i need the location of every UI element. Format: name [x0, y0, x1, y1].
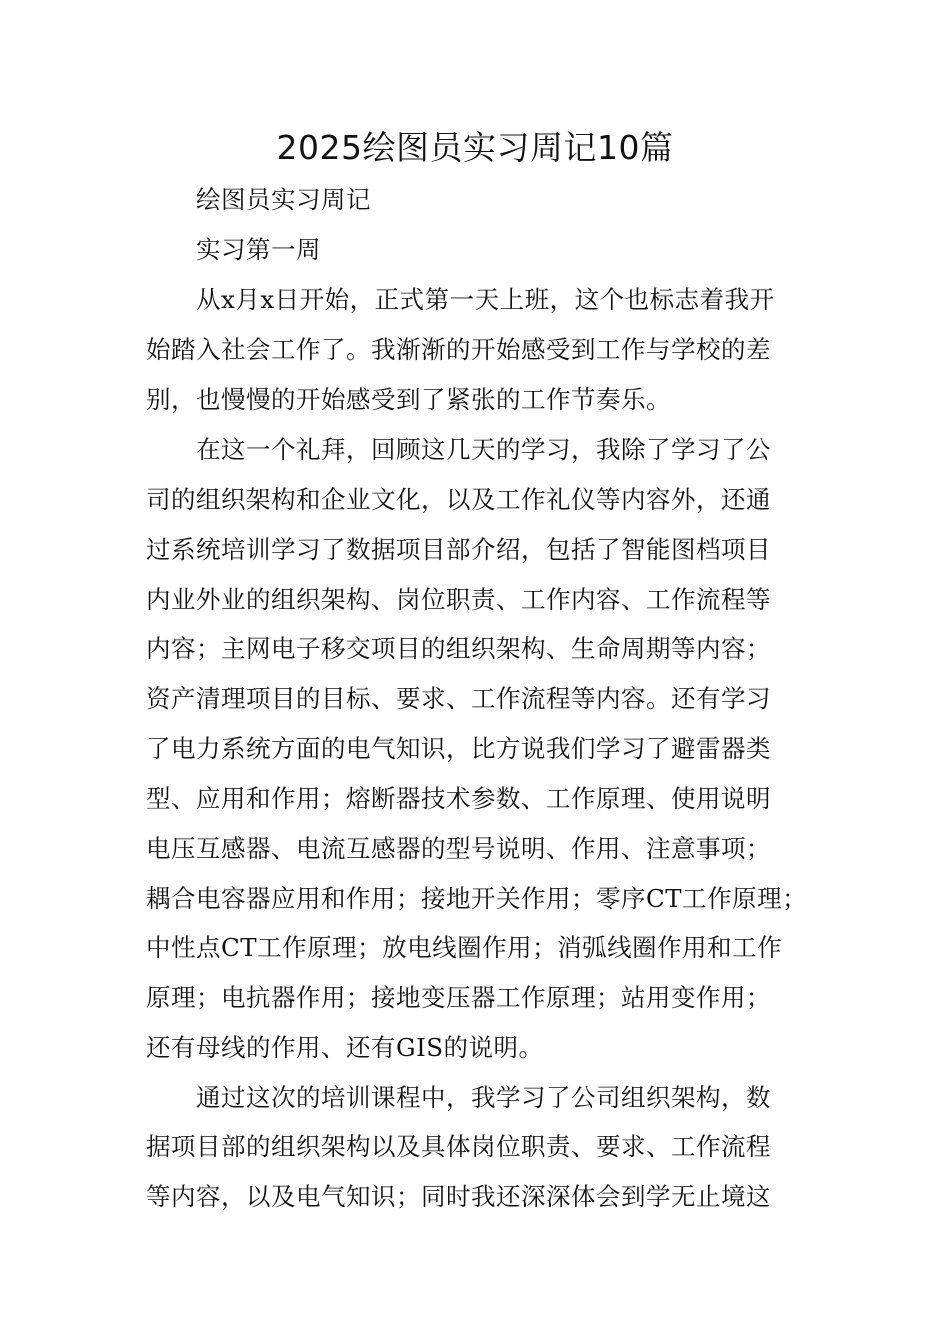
paragraph-line: 过系统培训学习了数据项目部介绍，包括了智能图档项目 — [146, 535, 771, 564]
paragraph-line: 内容；主网电子移交项目的组织架构、生命周期等内容； — [146, 634, 771, 663]
paragraph-line: 了电力系统方面的电气知识，比方说我们学习了避雷器类 — [146, 734, 771, 763]
paragraph-line: 原理；电抗器作用；接地变压器工作原理；站用变作用； — [146, 983, 771, 1012]
subsection-heading: 实习第一周 — [196, 235, 321, 264]
paragraph-line: 资产清理项目的目标、要求、工作流程等内容。还有学习 — [146, 684, 771, 713]
paragraph-line: 司的组织架构和企业文化，以及工作礼仪等内容外，还通 — [146, 485, 771, 514]
paragraph-line: 通过这次的培训课程中，我学习了公司组织架构，数 — [196, 1083, 771, 1112]
section-heading: 绘图员实习周记 — [196, 185, 371, 214]
paragraph-line: 别，也慢慢的开始感受到了紧张的工作节奏乐。 — [146, 385, 671, 414]
document-title: 2025绘图员实习周记10篇 — [276, 128, 674, 167]
paragraph-line: 据项目部的组织架构以及具体岗位职责、要求、工作流程 — [146, 1132, 771, 1161]
paragraph-line: 在这一个礼拜，回顾这几天的学习，我除了学习了公 — [196, 435, 771, 464]
paragraph-line: 型、应用和作用；熔断器技术参数、工作原理、使用说明 — [146, 784, 771, 813]
paragraph-line: 始踏入社会工作了。我渐渐的开始感受到工作与学校的差 — [146, 335, 771, 364]
paragraph-line: 耦合电容器应用和作用；接地开关作用；零序CT工作原理； — [146, 884, 808, 913]
paragraph-line: 内业外业的组织架构、岗位职责、工作内容、工作流程等 — [146, 585, 771, 614]
paragraph-line: 还有母线的作用、还有GIS的说明。 — [146, 1033, 544, 1062]
paragraph-line: 中性点CT工作原理；放电线圈作用；消弧线圈作用和工作 — [146, 933, 783, 962]
paragraph-line: 等内容，以及电气知识；同时我还深深体会到学无止境这 — [146, 1182, 771, 1211]
paragraph-line: 从x月x日开始，正式第一天上班，这个也标志着我开 — [196, 285, 775, 314]
paragraph-line: 电压互感器、电流互感器的型号说明、作用、注意事项； — [146, 834, 771, 863]
